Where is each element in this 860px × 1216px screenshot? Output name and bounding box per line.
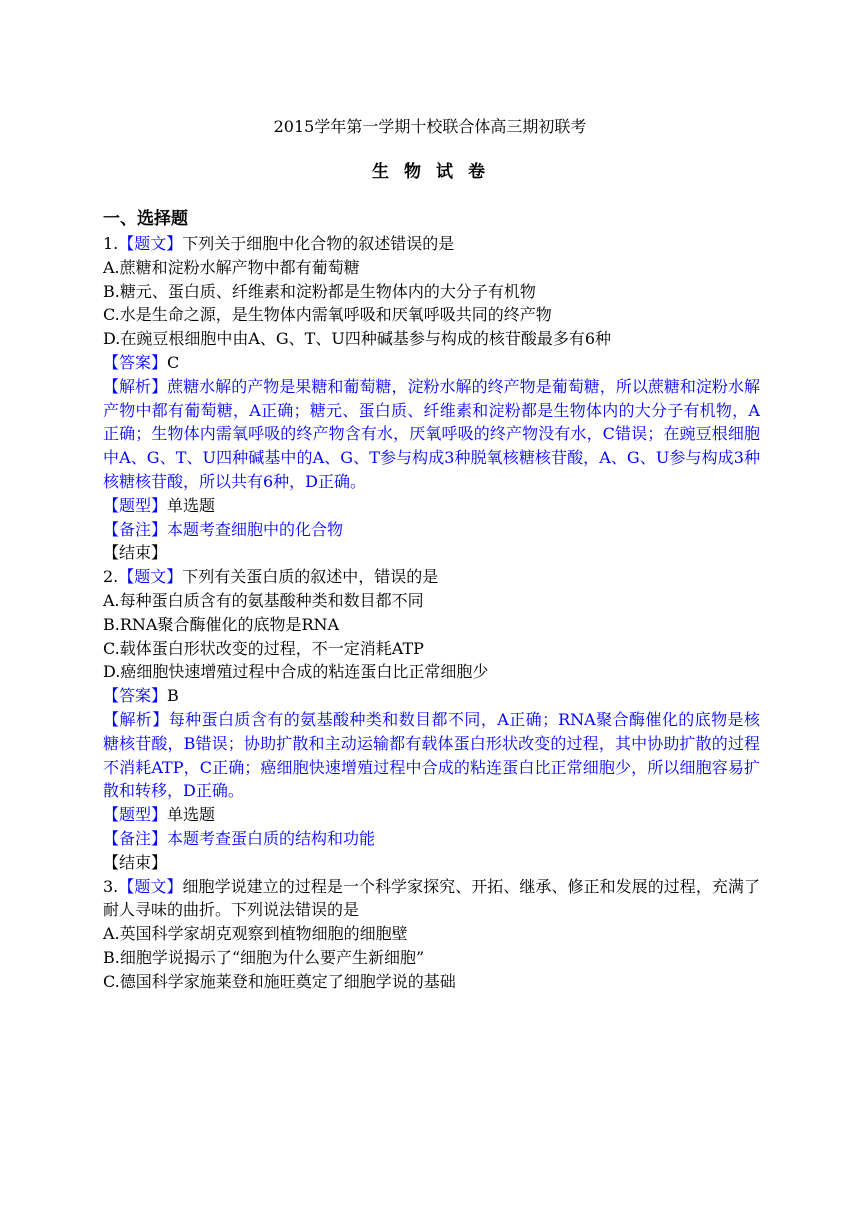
answer-line: [103, 684, 760, 708]
answer-value: C: [167, 352, 180, 372]
question-3: [103, 875, 760, 994]
document-title: 2015学年第一学期十校联合体高三期初联考: [273, 117, 587, 136]
note-value: 本题考查细胞中的化合物: [167, 519, 344, 539]
section-heading: 一、选择题: [103, 209, 188, 229]
type-line: [103, 803, 760, 827]
option-c: C.载体蛋白形状改变的过程，不一定消耗ATP: [103, 638, 424, 658]
option-a: A.英国科学家胡克观察到植物细胞的细胞壁: [103, 924, 408, 944]
answer-tag: 【答案】: [103, 686, 168, 706]
question-1: [103, 232, 760, 565]
analysis-paragraph: [103, 708, 760, 803]
analysis-text: 每种蛋白质含有的氨基酸种类和数目都不同，A正确；RNA聚合酶催化的底物是核糖核苷酸，B错误；协助扩散和主动运输都有载体蛋白形状改变的过程，其中协助扩散的过程不消耗ATP，C正确；癌细胞快速增殖过程中合成的粘连蛋白比正常细胞少，所以细胞容易扩散和转移，D正确。: [103, 709, 760, 801]
note-tag: 【备注】: [103, 828, 168, 848]
stem-tag: 【题文】: [118, 876, 183, 896]
note-tag: 【备注】: [103, 519, 168, 539]
question-stem: 3.【题文】细胞学说建立的过程是一个科学家探究、开拓、继承、修正和发展的过程，充满了耐人寻味的曲折。下列说法错误的是: [103, 876, 760, 920]
note-line: [103, 518, 760, 542]
document-body: [103, 207, 760, 994]
answer-line: [103, 351, 760, 375]
option-b: B.细胞学说揭示了“细胞为什么要产生新细胞”: [103, 947, 425, 967]
option-b: B.糖元、蛋白质、纤维素和淀粉都是生物体内的大分子有机物: [103, 281, 536, 301]
type-line: [103, 494, 760, 518]
end-marker: 【结束】: [103, 543, 168, 563]
answer-tag: 【答案】: [103, 352, 168, 372]
option-c: C.德国科学家施莱登和施旺奠定了细胞学说的基础: [103, 971, 456, 991]
option-d: D.癌细胞快速增殖过程中合成的粘连蛋白比正常细胞少: [103, 662, 489, 682]
type-value: 单选题: [167, 805, 216, 825]
analysis-tag: 【解析】: [103, 376, 168, 396]
option-d: D.在豌豆根细胞中由A、G、T、U四种碱基参与构成的核苷酸最多有6种: [103, 329, 612, 349]
option-c: C.水是生命之源，是生物体内需氧呼吸和厌氧呼吸共同的终产物: [103, 305, 552, 325]
stem-tag: 【题文】: [118, 234, 183, 253]
question-stem: 2.【题文】下列有关蛋白质的叙述中，错误的是: [103, 567, 439, 587]
option-b: B.RNA聚合酶催化的底物是RNA: [103, 614, 340, 634]
note-line: [103, 827, 760, 851]
end-marker: 【结束】: [103, 852, 168, 872]
analysis-paragraph: [103, 375, 760, 494]
option-a: A.每种蛋白质含有的氨基酸种类和数目都不同: [103, 590, 424, 610]
question-stem: 1.【题文】下列关于细胞中化合物的叙述错误的是: [103, 234, 455, 253]
type-tag: 【题型】: [103, 805, 168, 825]
question-2: [103, 565, 760, 874]
stem-tag: 【题文】: [118, 567, 183, 587]
option-a: A.蔗糖和淀粉水解产物中都有葡萄糖: [103, 257, 360, 277]
answer-value: B: [167, 686, 179, 706]
type-tag: 【题型】: [103, 495, 168, 515]
type-value: 单选题: [167, 495, 216, 515]
note-value: 本题考查蛋白质的结构和功能: [167, 828, 376, 848]
document-subtitle: 生物试卷: [372, 162, 500, 182]
analysis-text: 蔗糖水解的产物是果糖和葡萄糖，淀粉水解的终产物是葡萄糖，所以蔗糖和淀粉水解产物中都有葡萄糖，A正确；糖元、蛋白质、纤维素和淀粉都是生物体内的大分子有机物，A正确；生物体内需氧呼吸的终产物含有水，厌氧呼吸的终产物没有水，C错误；在豌豆根细胞中A、G、T、U四种碱基中的A、G、T参与构成3种脱氧核糖核苷酸，A、G、U参与构成3种核糖核苷酸，所以共有6种，D正确。: [103, 376, 760, 491]
analysis-tag: 【解析】: [103, 709, 169, 729]
